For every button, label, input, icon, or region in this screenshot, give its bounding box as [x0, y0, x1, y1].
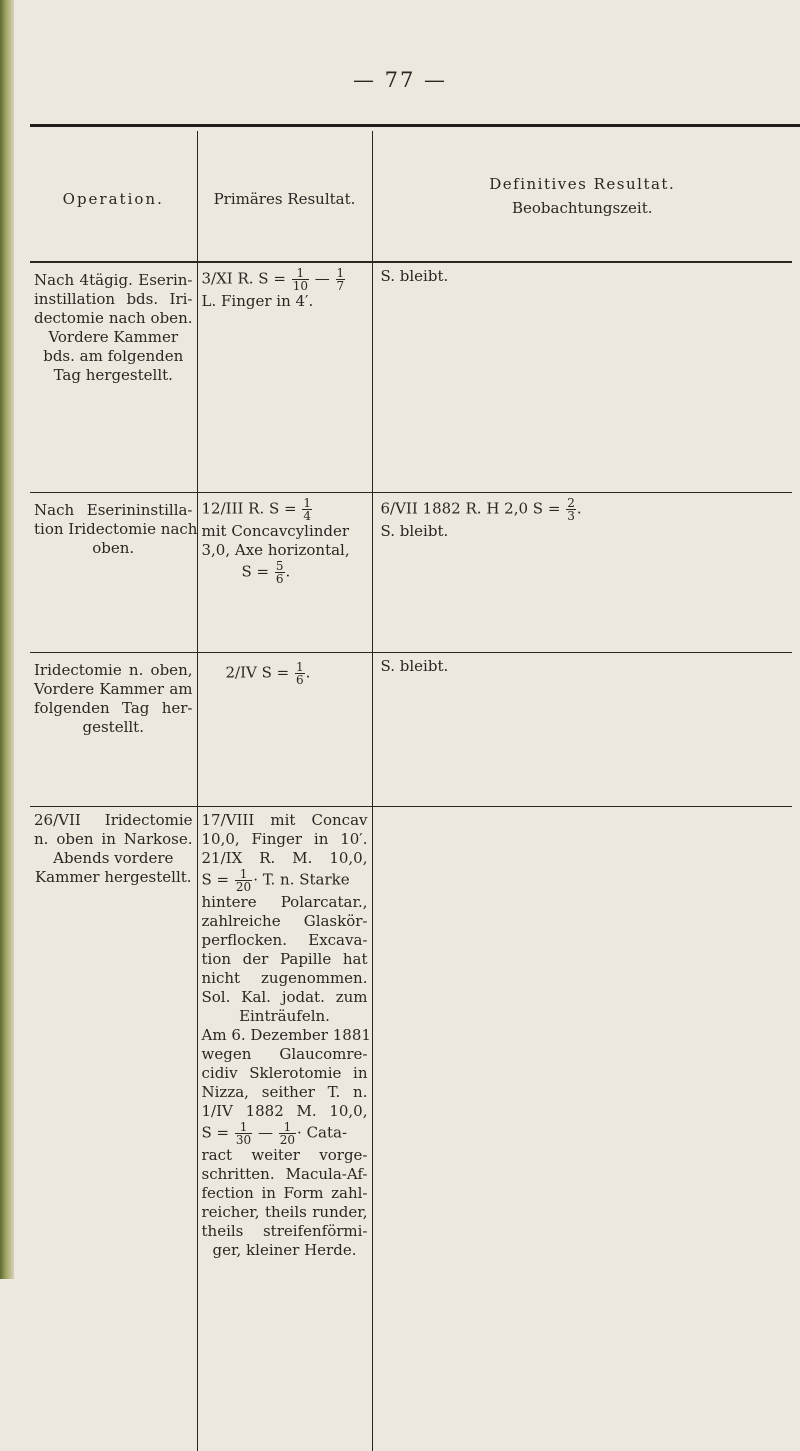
formula-prefix: 2/IV S = [226, 664, 290, 682]
formula-prefix: 6/VII 1882 R. H 2,0 S = [381, 500, 561, 518]
primary-line: tion der Papille hat [202, 950, 368, 969]
results-table [30, 131, 792, 1451]
primary-line: perflocken. Excava- [202, 931, 368, 950]
primary-line: L. Finger in 4′. [202, 292, 372, 311]
fraction-numerator: 1 [302, 497, 312, 509]
operation-line: gestellt. [34, 718, 193, 737]
fraction [235, 1121, 252, 1146]
primary-result-cell [197, 493, 372, 653]
formula-prefix: 3/XI R. S = [202, 270, 286, 288]
operation-line: folgenden Tag her- [34, 699, 193, 718]
primary-result-cell [197, 262, 372, 493]
fraction [566, 497, 576, 522]
formula-dash: — [258, 1124, 273, 1142]
primary-line: fection in Form zahl- [202, 1184, 368, 1203]
header-definitive-result [372, 131, 792, 262]
formula-prefix: S = [202, 871, 230, 889]
header-observation-time: Beobachtungszeit. [373, 196, 793, 220]
definitive-line: S. bleibt. [381, 657, 793, 676]
primary-line [202, 267, 372, 292]
table-header-row [30, 131, 792, 262]
operation-line: bds. am folgenden [34, 347, 193, 366]
definitive-line: S. bleibt. [381, 267, 793, 286]
primary-line: wegen Glaucomre- [202, 1045, 368, 1064]
primary-line: reicher, theils runder, [202, 1203, 368, 1222]
formula-suffix: . [286, 563, 291, 581]
fraction-numerator: 1 [292, 267, 309, 279]
definitive-line: S. bleibt. [381, 522, 793, 541]
fraction-denominator: 20 [279, 1133, 296, 1146]
fraction-denominator: 20 [235, 880, 252, 893]
table-row [30, 807, 792, 1451]
definitive-result-cell [372, 262, 792, 493]
primary-line: Nizza, seither T. n. [202, 1083, 368, 1102]
primary-line [202, 657, 372, 686]
operation-line: instillation bds. Iri- [34, 290, 193, 309]
primary-line: schritten. Macula-Af- [202, 1165, 368, 1184]
operation-line: dectomie nach oben. [34, 309, 193, 328]
primary-line: Sol. Kal. jodat. zum [202, 988, 368, 1007]
primary-line: 10,0, Finger in 10′. [202, 830, 368, 849]
primary-line [202, 1121, 368, 1146]
operation-line: Tag hergestellt. [34, 366, 193, 385]
operation-line: Iridectomie n. oben, [34, 661, 193, 680]
fraction-denominator: 3 [566, 509, 576, 522]
fraction-denominator: 10 [292, 279, 309, 292]
operation-line: Vordere Kammer [34, 328, 193, 347]
top-rule-thick [30, 124, 800, 127]
table-row [30, 262, 792, 493]
primary-result-cell [197, 653, 372, 807]
fraction-numerator: 5 [275, 560, 285, 572]
table-row [30, 493, 792, 653]
primary-line: cidiv Sklerotomie in [202, 1064, 368, 1083]
definitive-result-cell [372, 493, 792, 653]
fraction-denominator: 30 [235, 1133, 252, 1146]
primary-result-cell [197, 807, 372, 1451]
fraction [336, 267, 346, 292]
operation-line: n. oben in Narkose. [34, 830, 193, 849]
primary-line: 3,0, Axe horizontal, [202, 541, 372, 560]
definitive-result-cell [372, 653, 792, 807]
fraction [279, 1121, 296, 1146]
primary-line [202, 497, 372, 522]
fraction-numerator: 1 [235, 1121, 252, 1133]
operation-line: oben. [34, 539, 193, 558]
primary-line: Am 6. Dezember 1881 [202, 1026, 368, 1045]
fraction [275, 560, 285, 585]
operation-cell [30, 807, 197, 1451]
fraction-denominator: 6 [275, 572, 285, 585]
primary-line [202, 868, 368, 893]
primary-line: 17/VIII mit Concav [202, 811, 368, 830]
formula-suffix: . [306, 664, 311, 682]
fraction-denominator: 4 [302, 509, 312, 522]
primary-line: Einträufeln. [202, 1007, 368, 1026]
formula-suffix: · T. n. Starke [253, 871, 349, 889]
header-operation: Operation. [30, 131, 197, 262]
primary-line: ract weiter vorge- [202, 1146, 368, 1165]
definitive-result-cell [372, 807, 792, 1451]
page-number: — 77 — [0, 68, 800, 92]
operation-cell [30, 653, 197, 807]
fraction [292, 267, 309, 292]
header-primary-result: Primäres Resultat. [197, 131, 372, 262]
primary-line: mit Concavcylinder [202, 522, 372, 541]
operation-line: Abends vordere [34, 849, 193, 868]
fraction-numerator: 1 [279, 1121, 296, 1133]
primary-line: theils streifenförmi- [202, 1222, 368, 1241]
operation-line: tion Iridectomie nach [34, 520, 193, 539]
fraction-numerator: 1 [295, 661, 305, 673]
formula-suffix: · Cata- [297, 1124, 347, 1142]
formula-dash: — [315, 270, 330, 288]
fraction-denominator: 6 [295, 673, 305, 686]
definitive-line [381, 497, 793, 522]
operation-cell [30, 493, 197, 653]
operation-line: Vordere Kammer am [34, 680, 193, 699]
operation-cell [30, 262, 197, 493]
operation-line: Nach Eserininstilla- [34, 501, 193, 520]
formula-prefix: S = [202, 1124, 230, 1142]
primary-line: hintere Polarcatar., [202, 893, 368, 912]
primary-line: 1/IV 1882 M. 10,0, [202, 1102, 368, 1121]
fraction-numerator: 1 [235, 868, 252, 880]
fraction-numerator: 2 [566, 497, 576, 509]
page-edge [0, 0, 14, 1279]
fraction-denominator: 7 [336, 279, 346, 292]
fraction [302, 497, 312, 522]
fraction [295, 661, 305, 686]
primary-line: ger, kleiner Herde. [202, 1241, 368, 1260]
fraction-numerator: 1 [336, 267, 346, 279]
header-definitive-title: Definitives Resultat. [373, 172, 793, 196]
fraction [235, 868, 252, 893]
operation-line: Kammer hergestellt. [34, 868, 193, 887]
operation-line: Nach 4tägig. Eserin- [34, 271, 193, 290]
primary-line: zahlreiche Glaskör- [202, 912, 368, 931]
operation-line: 26/VII Iridectomie [34, 811, 193, 830]
primary-line: nicht zugenommen. [202, 969, 368, 988]
formula-suffix: . [577, 500, 582, 518]
formula-prefix: S = [242, 563, 270, 581]
primary-line: 21/IX R. M. 10,0, [202, 849, 368, 868]
formula-prefix: 12/III R. S = [202, 500, 297, 518]
table-row [30, 653, 792, 807]
primary-line [202, 560, 372, 585]
